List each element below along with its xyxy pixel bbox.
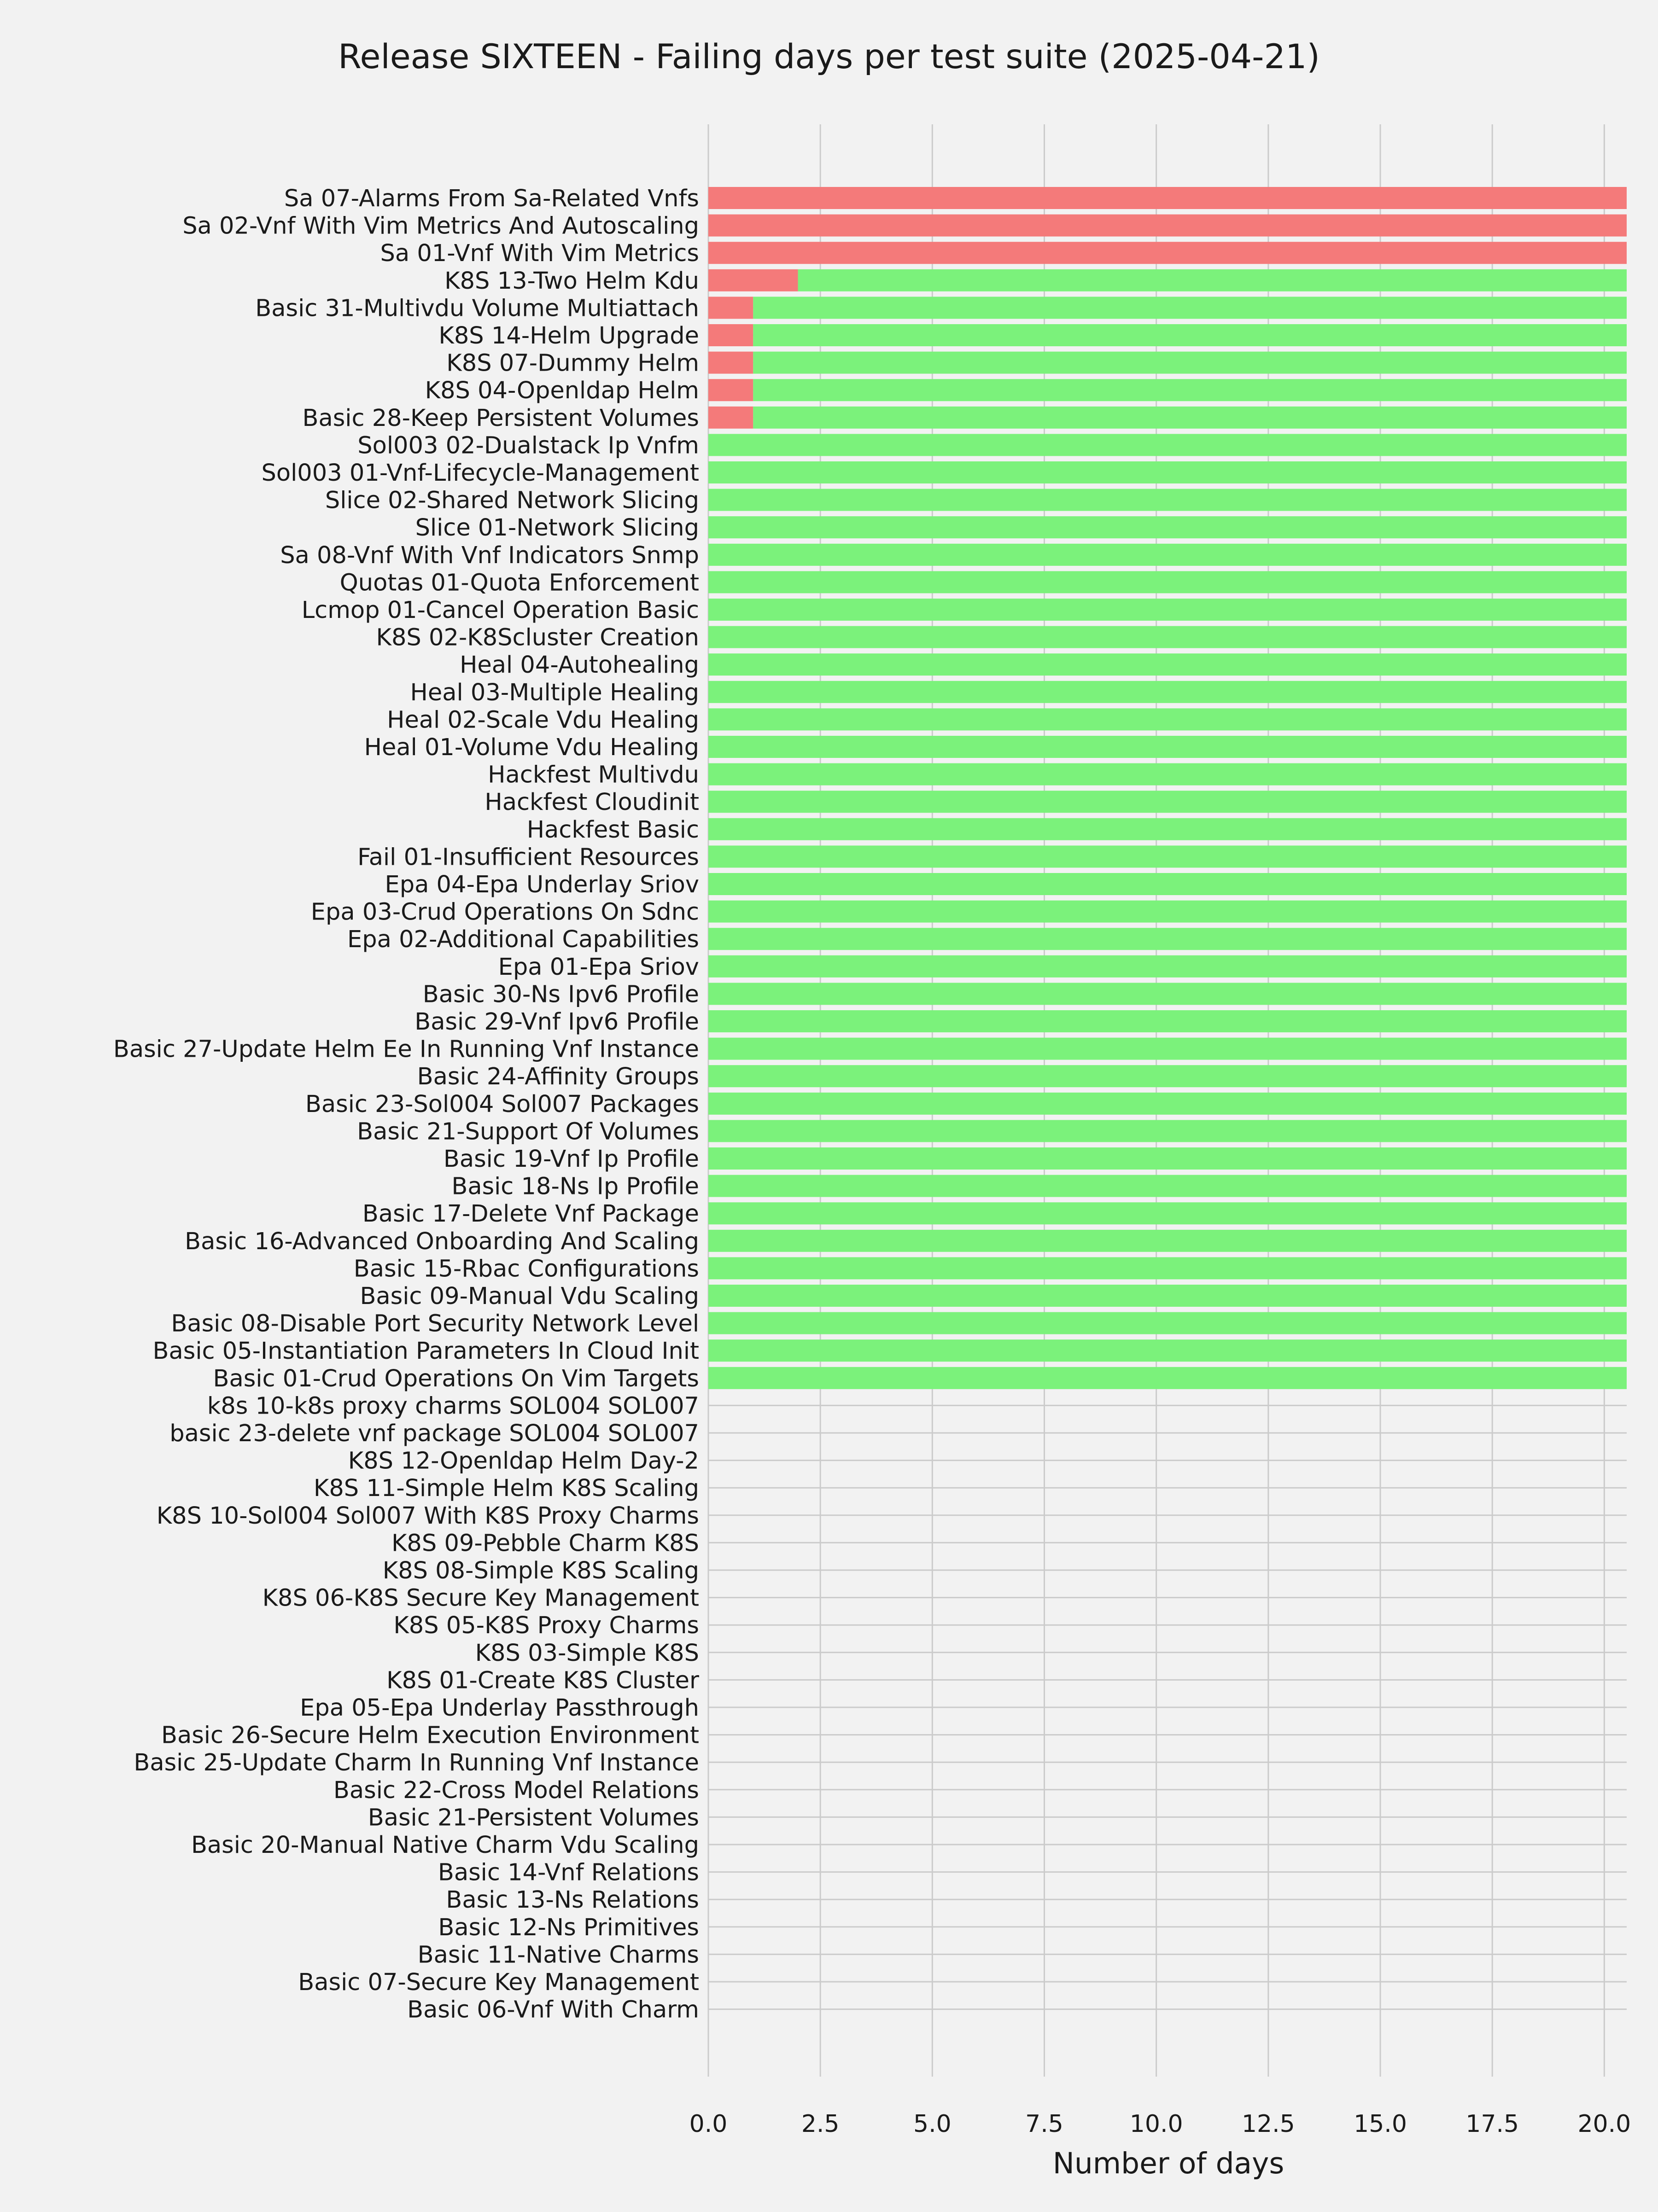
y-tick-label: K8S 06-K8S Secure Key Management <box>262 1584 699 1612</box>
y-tick-label: Sa 01-Vnf With Vim Metrics <box>380 240 699 268</box>
y-tick-label: Basic 25-Update Charm In Running Vnf Instance <box>134 1749 699 1777</box>
bar-passing <box>753 324 1627 346</box>
y-tick-label: Basic 06-Vnf With Charm <box>407 1996 699 2024</box>
bar-passing <box>708 1339 1627 1362</box>
bar-passing <box>708 1038 1627 1060</box>
bar-passing <box>708 1147 1627 1170</box>
bar-passing <box>708 983 1627 1005</box>
x-tick-label: 17.5 <box>1465 2110 1519 2138</box>
bar-passing <box>753 297 1627 319</box>
y-tick-label: Basic 08-Disable Port Security Network Level <box>171 1310 699 1338</box>
y-tick-label: Basic 07-Secure Key Management <box>298 1969 699 1996</box>
bars <box>708 187 1627 1389</box>
bar-passing <box>708 461 1627 483</box>
y-tick-label: Hackfest Cloudinit <box>485 789 699 816</box>
y-tick-label: Sol003 01-Vnf-Lifecycle-Management <box>261 460 699 487</box>
bar-passing <box>708 928 1627 950</box>
bar-passing <box>708 1065 1627 1087</box>
y-tick-label: Basic 30-Ns Ipv6 Profile <box>422 981 699 1008</box>
bar-passing <box>708 1285 1627 1307</box>
y-tick-label: Basic 11-Native Charms <box>417 1941 699 1969</box>
y-tick-label: Epa 02-Additional Capabilities <box>347 926 699 954</box>
y-tick-label: Slice 01-Network Slicing <box>415 514 699 542</box>
bar-passing <box>708 489 1627 511</box>
y-tick-labels <box>113 185 699 2024</box>
bar-passing <box>708 571 1627 593</box>
y-tick-label: K8S 08-Simple K8S Scaling <box>382 1557 699 1584</box>
bar-passing <box>708 763 1627 786</box>
y-tick-label: Basic 15-Rbac Configurations <box>353 1255 699 1283</box>
y-tick-label: Lcmop 01-Cancel Operation Basic <box>301 597 699 624</box>
y-tick-label: K8S 14-Helm Upgrade <box>438 322 699 349</box>
bar-passing <box>708 434 1627 456</box>
y-tick-label: Basic 29-Vnf Ipv6 Profile <box>414 1008 699 1036</box>
bar-passing <box>708 1257 1627 1279</box>
y-tick-label: K8S 04-Openldap Helm <box>425 377 699 405</box>
bar-passing <box>708 1312 1627 1334</box>
y-tick-label: Hackfest Basic <box>526 816 699 844</box>
y-tick-label: Basic 18-Ns Ip Profile <box>451 1173 699 1200</box>
y-tick-label: Basic 19-Vnf Ip Profile <box>443 1146 699 1173</box>
chart-title: Release SIXTEEN - Failing days per test suite (2025-04-21) <box>338 37 1320 76</box>
y-tick-label: Basic 23-Sol004 Sol007 Packages <box>305 1090 699 1118</box>
x-tick-label: 2.5 <box>801 2110 840 2138</box>
bar-passing <box>708 1120 1627 1142</box>
y-tick-label: Basic 01-Crud Operations On Vim Targets <box>213 1365 699 1392</box>
bar-failing <box>708 269 798 291</box>
y-tick-label: k8s 10-k8s proxy charms SOL004 SOL007 <box>207 1392 699 1420</box>
bar-passing <box>708 1367 1627 1389</box>
x-tick-label: 5.0 <box>913 2110 952 2138</box>
y-tick-label: K8S 03-Simple K8S <box>475 1639 699 1667</box>
bar-passing <box>708 544 1627 566</box>
bar-failing <box>708 187 1627 209</box>
y-tick-label: Basic 05-Instantiation Parameters In Cloud Init <box>152 1338 699 1365</box>
y-tick-label: Epa 03-Crud Operations On Sdnc <box>310 898 699 926</box>
y-tick-label: Basic 17-Delete Vnf Package <box>362 1200 699 1228</box>
y-tick-label: Hackfest Multivdu <box>488 761 699 789</box>
y-tick-label: Basic 20-Manual Native Charm Vdu Scaling <box>191 1832 699 1859</box>
bar-passing <box>708 818 1627 840</box>
y-tick-label: Epa 04-Epa Underlay Sriov <box>385 871 699 898</box>
bar-failing <box>708 352 753 374</box>
x-tick-label: 20.0 <box>1577 2110 1631 2138</box>
y-tick-label: Sa 08-Vnf With Vnf Indicators Snmp <box>280 541 699 569</box>
bar-passing <box>753 352 1627 374</box>
y-tick-label: Basic 27-Update Helm Ee In Running Vnf Instance <box>113 1036 699 1063</box>
y-tick-label: K8S 02-K8Scluster Creation <box>376 624 699 652</box>
bar-failing <box>708 215 1627 237</box>
bar-passing <box>708 626 1627 648</box>
y-tick-label: basic 23-delete vnf package SOL004 SOL007 <box>169 1420 699 1447</box>
y-tick-label: Heal 04-Autohealing <box>460 652 699 679</box>
x-tick-label: 0.0 <box>689 2110 728 2138</box>
bar-failing <box>708 407 753 429</box>
y-tick-label: K8S 11-Simple Helm K8S Scaling <box>313 1475 699 1502</box>
bar-passing <box>708 681 1627 703</box>
x-tick-label: 15.0 <box>1354 2110 1407 2138</box>
x-axis-label: Number of days <box>1052 2147 1284 2180</box>
bar-passing <box>708 791 1627 813</box>
y-tick-label: K8S 07-Dummy Helm <box>446 349 699 377</box>
y-tick-label: Sa 07-Alarms From Sa-Related Vnfs <box>284 185 699 212</box>
bar-passing <box>708 1230 1627 1252</box>
bar-passing <box>708 708 1627 730</box>
x-tick-label: 7.5 <box>1025 2110 1063 2138</box>
y-tick-label: Epa 01-Epa Sriov <box>498 953 699 981</box>
y-tick-label: K8S 12-Openldap Helm Day-2 <box>348 1447 699 1475</box>
bar-failing <box>708 324 753 346</box>
bar-passing <box>708 516 1627 538</box>
y-tick-label: Basic 28-Keep Persistent Volumes <box>302 404 699 432</box>
bar-passing <box>753 407 1627 429</box>
y-tick-label: Sa 02-Vnf With Vim Metrics And Autoscaling <box>182 212 699 240</box>
bar-passing <box>798 269 1627 291</box>
bar-passing <box>708 599 1627 621</box>
y-tick-label: Heal 01-Volume Vdu Healing <box>364 734 699 761</box>
bar-passing <box>708 736 1627 758</box>
x-tick-labels <box>689 2110 1631 2138</box>
y-tick-label: Basic 21-Support Of Volumes <box>357 1118 699 1146</box>
y-tick-label: K8S 01-Create K8S Cluster <box>386 1667 699 1694</box>
y-tick-label: Basic 22-Cross Model Relations <box>333 1776 699 1804</box>
y-tick-label: K8S 13-Two Helm Kdu <box>444 267 699 295</box>
bar-passing <box>753 379 1627 401</box>
bar-failing <box>708 379 753 401</box>
y-tick-label: Basic 12-Ns Primitives <box>438 1914 699 1941</box>
bar-failing <box>708 297 753 319</box>
y-tick-label: Basic 16-Advanced Onboarding And Scaling <box>185 1228 699 1255</box>
y-tick-label: Basic 14-Vnf Relations <box>438 1859 699 1886</box>
bar-failing <box>708 242 1627 264</box>
y-tick-label: K8S 09-Pebble Charm K8S <box>391 1530 699 1557</box>
x-tick-label: 10.0 <box>1129 2110 1183 2138</box>
y-tick-label: Basic 26-Secure Helm Execution Environment <box>161 1722 699 1749</box>
y-tick-label: Basic 31-Multivdu Volume Multiattach <box>255 295 699 322</box>
y-tick-label: Sol003 02-Dualstack Ip Vnfm <box>357 432 699 460</box>
y-tick-label: Fail 01-Insufficient Resources <box>357 844 699 871</box>
y-tick-label: Basic 13-Ns Relations <box>446 1886 699 1914</box>
y-tick-label: Epa 05-Epa Underlay Passthrough <box>300 1694 699 1722</box>
y-tick-label: Basic 24-Affinity Groups <box>417 1063 699 1091</box>
y-tick-label: Slice 02-Shared Network Slicing <box>325 487 699 514</box>
bar-passing <box>708 1202 1627 1224</box>
bar-passing <box>708 901 1627 923</box>
bar-passing <box>708 955 1627 978</box>
bar-passing <box>708 873 1627 895</box>
bar-passing <box>708 653 1627 675</box>
y-tick-label: Quotas 01-Quota Enforcement <box>339 569 699 597</box>
x-tick-label: 12.5 <box>1241 2110 1295 2138</box>
y-tick-label: K8S 10-Sol004 Sol007 With K8S Proxy Charms <box>156 1502 699 1530</box>
bar-passing <box>708 1175 1627 1197</box>
y-tick-label: Basic 21-Persistent Volumes <box>368 1804 699 1832</box>
y-tick-label: Heal 03-Multiple Healing <box>410 679 699 706</box>
y-tick-label: Basic 09-Manual Vdu Scaling <box>360 1283 699 1310</box>
bar-passing <box>708 1093 1627 1115</box>
bar-passing <box>708 845 1627 867</box>
y-tick-label: Heal 02-Scale Vdu Healing <box>387 706 699 734</box>
y-tick-label: K8S 05-K8S Proxy Charms <box>393 1612 699 1640</box>
bar-passing <box>708 1010 1627 1032</box>
